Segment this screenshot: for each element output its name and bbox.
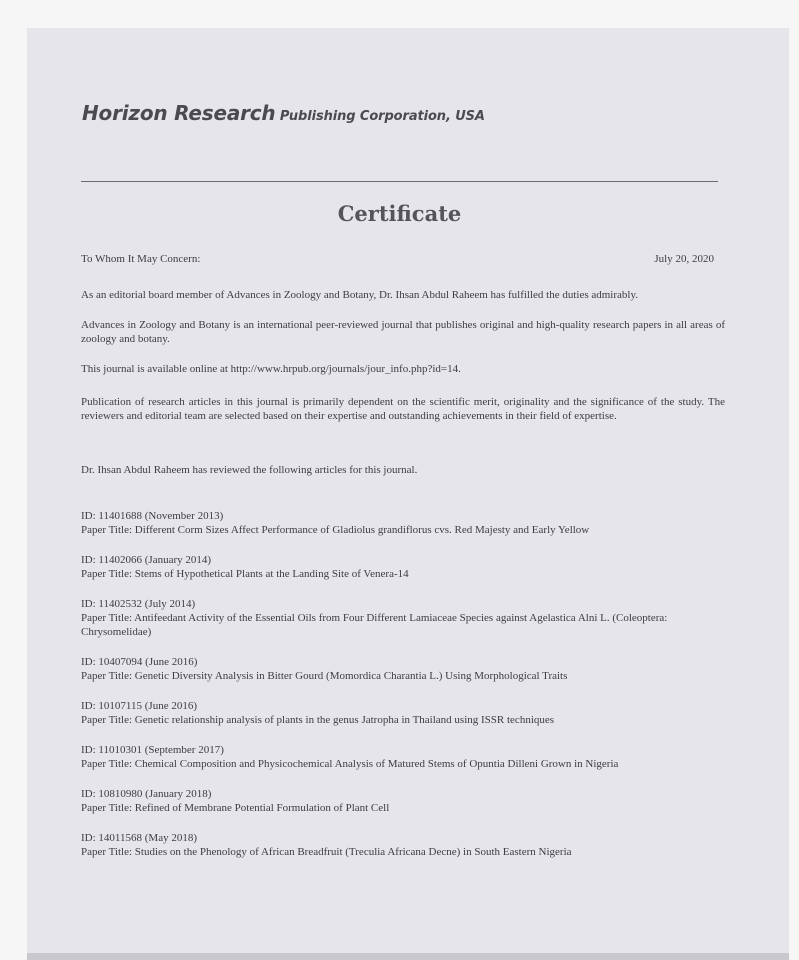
- reviewed-articles-list: [81, 509, 725, 859]
- certificate-date: July 20, 2020: [654, 253, 714, 265]
- article-title: Paper Title: Genetic relationship analysis of plants in the genus Jatropha in Thailand using ISSR techniques: [81, 714, 555, 726]
- article-id: ID: 11401688 (November 2013): [81, 510, 224, 522]
- article-id: ID: 14011568 (May 2018): [81, 832, 197, 844]
- article-title: Paper Title: Studies on the Phenology of African Breadfruit (Treculia Africana Decne) in South Eastern Nigeria: [81, 846, 572, 858]
- article-id: ID: 11402532 (July 2014): [81, 598, 196, 610]
- list-item: [81, 831, 725, 859]
- salutation: To Whom It May Concern:: [81, 253, 201, 265]
- list-item: [81, 787, 725, 815]
- list-item: [81, 509, 725, 537]
- paragraph-editorial-role: As an editorial board member of Advances in Zoology and Botany, Dr. Ihsan Abdul Raheem has fulfilled the duties admirably.: [81, 289, 638, 301]
- publisher-header: [82, 101, 485, 125]
- certificate-title: Certificate: [337, 201, 462, 226]
- list-item: [81, 699, 725, 727]
- list-item: [81, 597, 725, 639]
- header-divider: [81, 181, 718, 182]
- article-title: Paper Title: Different Corm Sizes Affect Performance of Gladiolus grandiflorus cvs. Red Majesty and Early Yellow: [81, 524, 590, 536]
- page-bottom-edge: [27, 953, 789, 960]
- publisher-subtitle: Publishing Corporation, USA: [275, 109, 485, 124]
- article-title: Paper Title: Refined of Membrane Potential Formulation of Plant Cell: [81, 802, 390, 814]
- article-id: ID: 10107115 (June 2016): [81, 700, 197, 712]
- paragraph-publication-policy: Publication of research articles in this journal is primarily dependent on the scientific merit, originality and the significance of the study. The reviewers and editorial team are selected based on their expertise and outstanding achievements in their field of expertise.: [81, 396, 725, 422]
- certificate-page: [27, 28, 789, 953]
- list-item: [81, 655, 725, 683]
- paragraph-journal-url: This journal is available online at http://www.hrpub.org/journals/jour_info.php?id=14.: [81, 363, 461, 375]
- article-id: ID: 10407094 (June 2016): [81, 656, 198, 668]
- paragraph-reviewed-intro: Dr. Ihsan Abdul Raheem has reviewed the following articles for this journal.: [81, 464, 418, 476]
- paragraph-journal-description: Advances in Zoology and Botany is an international peer-reviewed journal that publishes original and high-quality research papers in all areas of zoology and botany.: [81, 319, 725, 345]
- list-item: [81, 743, 725, 771]
- publisher-brand: Horizon Research: [82, 101, 276, 125]
- certificate-body: [81, 252, 725, 875]
- article-id: ID: 11402066 (January 2014): [81, 554, 212, 566]
- article-id: ID: 11010301 (September 2017): [81, 744, 224, 756]
- article-id: ID: 10810980 (January 2018): [81, 788, 212, 800]
- list-item: [81, 553, 725, 581]
- article-title: Paper Title: Chemical Composition and Physicochemical Analysis of Matured Stems of Opuntia Dilleni Grown in Nigeria: [81, 758, 619, 770]
- salutation-row: [81, 252, 725, 266]
- article-title: Paper Title: Genetic Diversity Analysis in Bitter Gourd (Momordica Charantia L.) Using Morphological Traits: [81, 670, 568, 682]
- article-title: Paper Title: Stems of Hypothetical Plants at the Landing Site of Venera-14: [81, 568, 409, 580]
- article-title: Paper Title: Antifeedant Activity of the Essential Oils from Four Different Lamiaceae Species against Agelastica Alni L. (Coleoptera: Chrysomelidae): [81, 612, 668, 638]
